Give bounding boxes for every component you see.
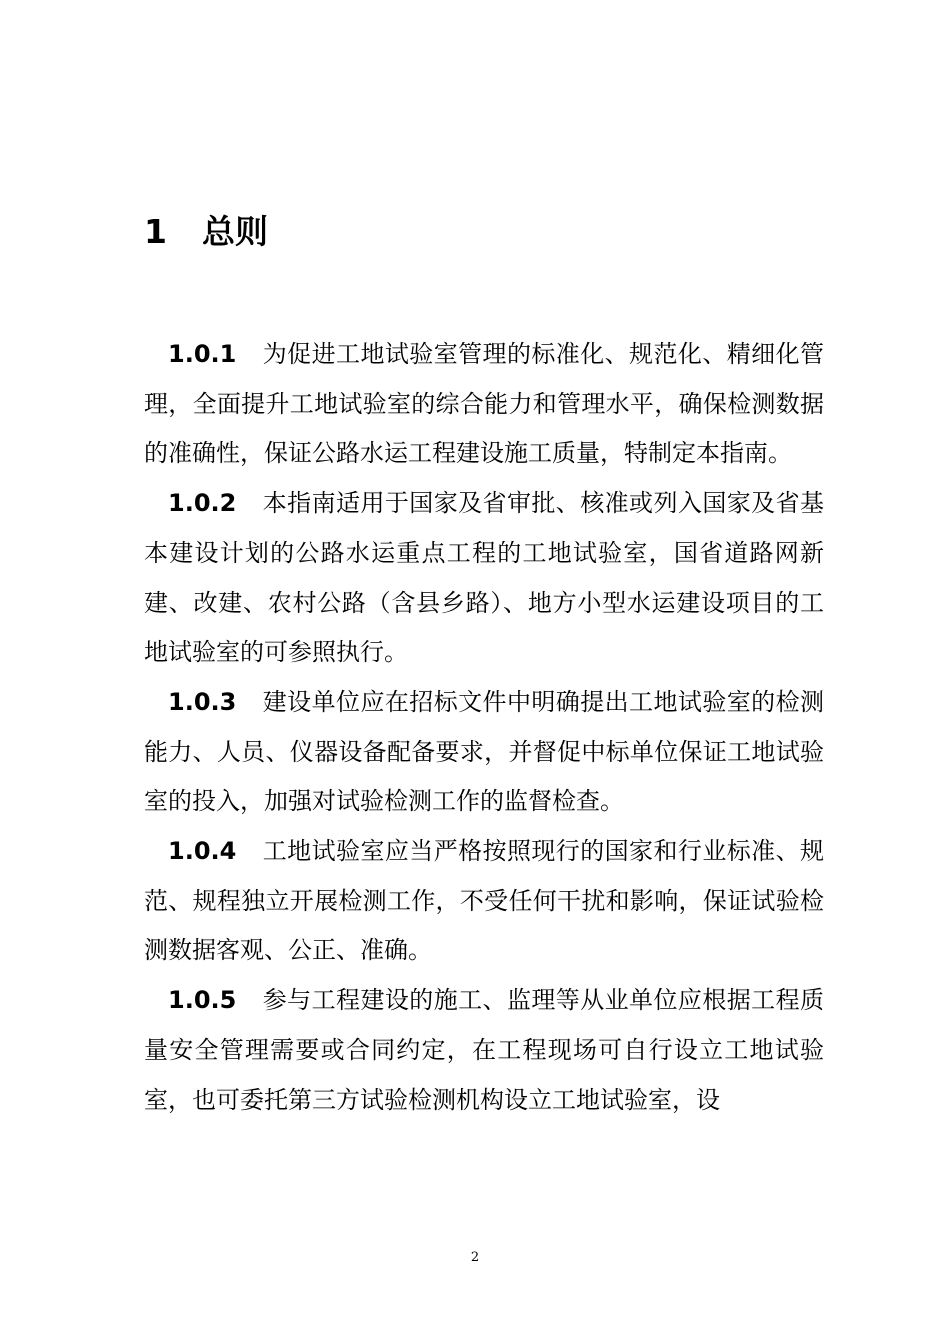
clause-number: 1.0.3 — [168, 687, 237, 716]
clause-number: 1.0.5 — [168, 986, 237, 1015]
clause-1-0-5 — [144, 976, 824, 1125]
clause-1-0-2 — [144, 479, 824, 678]
page-number: 2 — [470, 1250, 480, 1265]
clause-text: 为促进工地试验室管理的标准化、规范化、精细化管理，全面提升工地试验室的综合能力和管理水平，确保检测数据的准确性，保证公路水运工程建设施工质量，特制定本指南。 — [144, 340, 824, 468]
clause-number: 1.0.2 — [168, 489, 237, 518]
chapter-number: 1 — [144, 212, 167, 251]
clause-text: 工地试验室应当严格按照现行的国家和行业标准、规范、规程独立开展检测工作，不受任何干扰和影响，保证试验检测数据客观、公正、准确。 — [144, 837, 824, 965]
clause-1-0-4 — [144, 827, 824, 976]
clause-text: 参与工程建设的施工、监理等从业单位应根据工程质量安全管理需要或合同约定，在工程现场可自行设立工地试验室，也可委托第三方试验检测机构设立工地试验室，设 — [144, 986, 824, 1114]
clause-number: 1.0.1 — [168, 340, 237, 368]
chapter-heading — [144, 208, 268, 256]
clause-number: 1.0.4 — [168, 837, 237, 866]
chapter-title-text: 总则 — [202, 212, 268, 251]
clause-1-0-1 — [144, 330, 824, 479]
clause-1-0-3 — [144, 678, 824, 827]
clause-text: 建设单位应在招标文件中明确提出工地试验室的检测能力、人员、仪器设备配备要求，并督促中标单位保证工地试验室的投入，加强对试验检测工作的监督检查。 — [144, 687, 824, 816]
clause-text: 本指南适用于国家及省审批、核准或列入国家及省基本建设计划的公路水运重点工程的工地试验室，国省道路网新建、改建、农村公路（含县乡路）、地方小型水运建设项目的工地试验室的可参照执行。 — [144, 489, 824, 667]
clause-list — [144, 330, 824, 1125]
